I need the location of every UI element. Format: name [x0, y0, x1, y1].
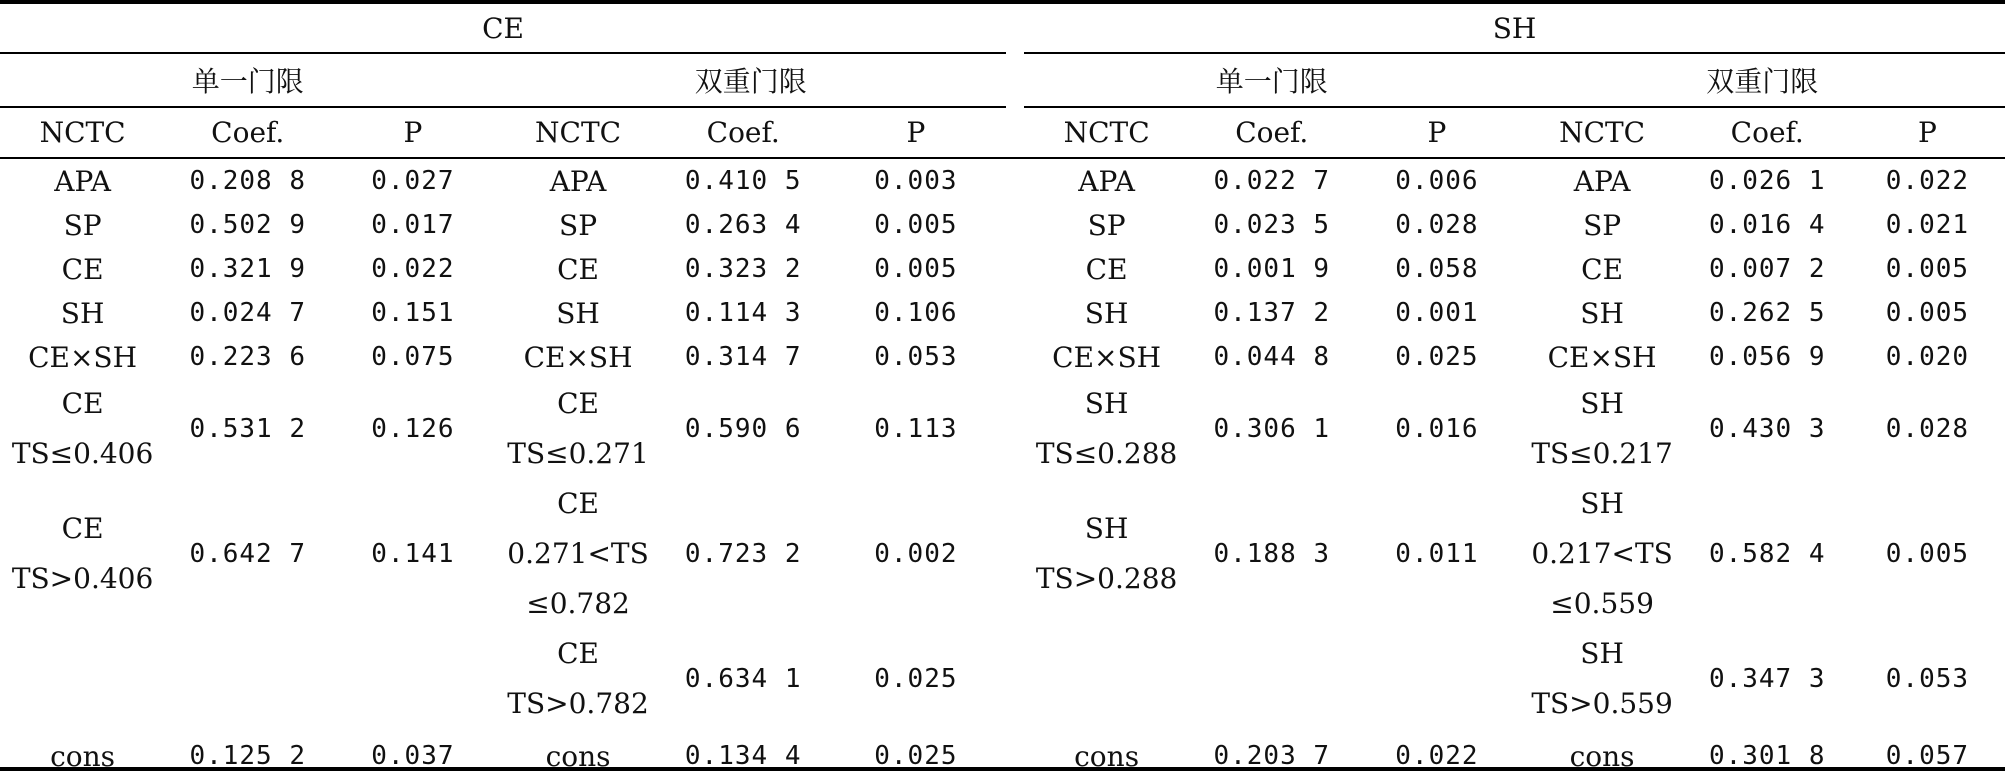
p-cell: 0.037: [330, 729, 495, 783]
coef-cell: 0.007 2: [1685, 247, 1850, 291]
cons-label: cons: [1024, 729, 1189, 783]
nctc-cell: SP: [0, 203, 165, 247]
p-cell: 0.075: [330, 335, 495, 379]
nctc-cell: APA: [1520, 158, 1685, 203]
coef-cell: 0.016 4: [1685, 203, 1850, 247]
p-cell: 0.006: [1354, 158, 1519, 203]
threshold-range: TS≤0.406: [0, 429, 165, 479]
threshold-var: SH: [1520, 629, 1685, 679]
threshold-label-cell: [495, 629, 660, 729]
threshold-range: TS≤0.271: [495, 429, 660, 479]
p-cell: 0.058: [1354, 247, 1519, 291]
nctc-cell: APA: [1024, 158, 1189, 203]
col-header-p: P: [1354, 107, 1519, 158]
col-header-nctc: NCTC: [495, 107, 660, 158]
p-cell: 0.057: [1850, 729, 2005, 783]
coef-cell: 0.203 7: [1189, 729, 1354, 783]
coef-cell: 0.723 2: [661, 479, 826, 629]
coef-cell: 0.301 8: [1685, 729, 1850, 783]
p-cell: 0.053: [1850, 629, 2005, 729]
nctc-cell: CE: [1024, 247, 1189, 291]
threshold-var: CE: [495, 629, 660, 679]
threshold-label-cell: [495, 379, 660, 479]
p-cell: 0.022: [1850, 158, 2005, 203]
coef-cell: 0.531 2: [165, 379, 330, 479]
p-cell: 0.025: [1354, 335, 1519, 379]
cons-row: [0, 729, 2005, 783]
threshold-var: CE: [495, 379, 660, 429]
nctc-cell: SH: [1520, 291, 1685, 335]
coef-cell: 0.024 7: [165, 291, 330, 335]
p-cell: 0.017: [330, 203, 495, 247]
threshold-range: 0.217<TS: [1520, 529, 1685, 579]
group-header-row: [0, 4, 2005, 53]
coef-cell: 0.022 7: [1189, 158, 1354, 203]
table-row: [0, 247, 2005, 291]
nctc-cell: APA: [0, 158, 165, 203]
threshold-label-cell: [1024, 379, 1189, 479]
p-cell: 0.022: [330, 247, 495, 291]
p-cell: 0.025: [826, 629, 1006, 729]
threshold-var: SH: [1024, 379, 1189, 429]
threshold-range: 0.271<TS: [495, 529, 660, 579]
coef-cell: 0.306 1: [1189, 379, 1354, 479]
coef-cell: 0.321 9: [165, 247, 330, 291]
coef-cell: 0.430 3: [1685, 379, 1850, 479]
threshold-range: TS>0.288: [1024, 554, 1189, 604]
p-cell: 0.126: [330, 379, 495, 479]
coef-cell: 0.590 6: [661, 379, 826, 479]
col-header-nctc: NCTC: [1024, 107, 1189, 158]
nctc-cell: SH: [495, 291, 660, 335]
p-cell: 0.025: [826, 729, 1006, 783]
col-header-nctc: NCTC: [0, 107, 165, 158]
group-header-sh: SH: [1024, 4, 2005, 53]
nctc-cell: CE×SH: [1520, 335, 1685, 379]
coef-cell: 0.262 5: [1685, 291, 1850, 335]
threshold-range: TS>0.406: [0, 554, 165, 604]
nctc-cell: SP: [1024, 203, 1189, 247]
nctc-cell: APA: [495, 158, 660, 203]
coef-cell: 0.026 1: [1685, 158, 1850, 203]
p-cell: 0.028: [1354, 203, 1519, 247]
threshold-label-cell: [495, 479, 660, 629]
threshold-regression-table: [0, 4, 2005, 783]
col-header-p: P: [1850, 107, 2005, 158]
nctc-cell: CE×SH: [1024, 335, 1189, 379]
method-header-ce-single: 单一门限: [0, 53, 495, 107]
threshold-var: CE: [0, 379, 165, 429]
col-header-nctc: NCTC: [1520, 107, 1685, 158]
threshold-label-cell: [1520, 379, 1685, 479]
cons-label: cons: [1520, 729, 1685, 783]
p-cell: 0.011: [1354, 479, 1519, 629]
coef-cell: 0.134 4: [661, 729, 826, 783]
p-cell: 0.005: [1850, 479, 2005, 629]
coef-cell: 0.634 1: [661, 629, 826, 729]
coef-cell: 0.044 8: [1189, 335, 1354, 379]
p-cell: 0.005: [1850, 291, 2005, 335]
threshold-var: SH: [1520, 479, 1685, 529]
p-cell: 0.005: [826, 203, 1006, 247]
threshold-var: SH: [1024, 504, 1189, 554]
threshold-label-cell: [0, 479, 165, 629]
nctc-cell: CE: [1520, 247, 1685, 291]
col-header-coef: Coef.: [165, 107, 330, 158]
coef-cell: 0.263 4: [661, 203, 826, 247]
col-header-coef: Coef.: [661, 107, 826, 158]
coef-cell: 0.001 9: [1189, 247, 1354, 291]
p-cell: 0.021: [1850, 203, 2005, 247]
method-header-sh-single: 单一门限: [1024, 53, 1519, 107]
p-cell: 0.141: [330, 479, 495, 629]
threshold-label-cell: [1024, 479, 1189, 629]
coef-cell: 0.642 7: [165, 479, 330, 629]
method-header-ce-double: 双重门限: [495, 53, 1006, 107]
coef-cell: 0.223 6: [165, 335, 330, 379]
coef-cell: 0.314 7: [661, 335, 826, 379]
coef-cell: 0.023 5: [1189, 203, 1354, 247]
cons-label: cons: [0, 729, 165, 783]
coef-cell: 0.208 8: [165, 158, 330, 203]
coef-cell: 0.582 4: [1685, 479, 1850, 629]
coef-cell: 0.502 9: [165, 203, 330, 247]
coef-cell: 0.410 5: [661, 158, 826, 203]
threshold-var: SH: [1520, 379, 1685, 429]
nctc-cell: CE×SH: [0, 335, 165, 379]
threshold-range: TS>0.782: [495, 679, 660, 729]
coef-cell: 0.114 3: [661, 291, 826, 335]
p-cell: 0.020: [1850, 335, 2005, 379]
p-cell: 0.027: [330, 158, 495, 203]
table-row: [0, 335, 2005, 379]
cons-label: cons: [495, 729, 660, 783]
col-header-coef: Coef.: [1189, 107, 1354, 158]
threshold-label-cell: [1520, 629, 1685, 729]
threshold-row: [0, 479, 2005, 629]
coef-cell: 0.056 9: [1685, 335, 1850, 379]
coef-cell: 0.347 3: [1685, 629, 1850, 729]
threshold-range: TS≤0.217: [1520, 429, 1685, 479]
p-cell: 0.113: [826, 379, 1006, 479]
threshold-range-upper: ≤0.559: [1520, 579, 1685, 629]
p-cell: 0.053: [826, 335, 1006, 379]
threshold-row: [0, 379, 2005, 479]
threshold-var: CE: [0, 504, 165, 554]
p-cell: 0.002: [826, 479, 1006, 629]
col-header-p: P: [826, 107, 1006, 158]
table-row: [0, 158, 2005, 203]
table-row: [0, 203, 2005, 247]
p-cell: 0.016: [1354, 379, 1519, 479]
p-cell: 0.106: [826, 291, 1006, 335]
coef-cell: 0.188 3: [1189, 479, 1354, 629]
coef-cell: 0.137 2: [1189, 291, 1354, 335]
p-cell: 0.003: [826, 158, 1006, 203]
table-row: [0, 291, 2005, 335]
p-cell: 0.005: [1850, 247, 2005, 291]
nctc-cell: SP: [495, 203, 660, 247]
nctc-cell: SH: [0, 291, 165, 335]
col-header-p: P: [330, 107, 495, 158]
col-header-coef: Coef.: [1685, 107, 1850, 158]
method-header-row: [0, 53, 2005, 107]
threshold-range: TS>0.559: [1520, 679, 1685, 729]
nctc-cell: CE×SH: [495, 335, 660, 379]
threshold-label-cell: [1520, 479, 1685, 629]
method-header-sh-double: 双重门限: [1520, 53, 2005, 107]
threshold-label-cell: [0, 379, 165, 479]
coef-cell: 0.323 2: [661, 247, 826, 291]
threshold-row: [0, 629, 2005, 729]
p-cell: 0.005: [826, 247, 1006, 291]
threshold-range: TS≤0.288: [1024, 429, 1189, 479]
column-header-row: [0, 107, 2005, 158]
p-cell: 0.001: [1354, 291, 1519, 335]
threshold-var: CE: [495, 479, 660, 529]
nctc-cell: CE: [0, 247, 165, 291]
threshold-range-upper: ≤0.782: [495, 579, 660, 629]
nctc-cell: SP: [1520, 203, 1685, 247]
p-cell: 0.028: [1850, 379, 2005, 479]
p-cell: 0.151: [330, 291, 495, 335]
p-cell: 0.022: [1354, 729, 1519, 783]
group-header-ce: CE: [0, 4, 1006, 53]
nctc-cell: CE: [495, 247, 660, 291]
coef-cell: 0.125 2: [165, 729, 330, 783]
nctc-cell: SH: [1024, 291, 1189, 335]
